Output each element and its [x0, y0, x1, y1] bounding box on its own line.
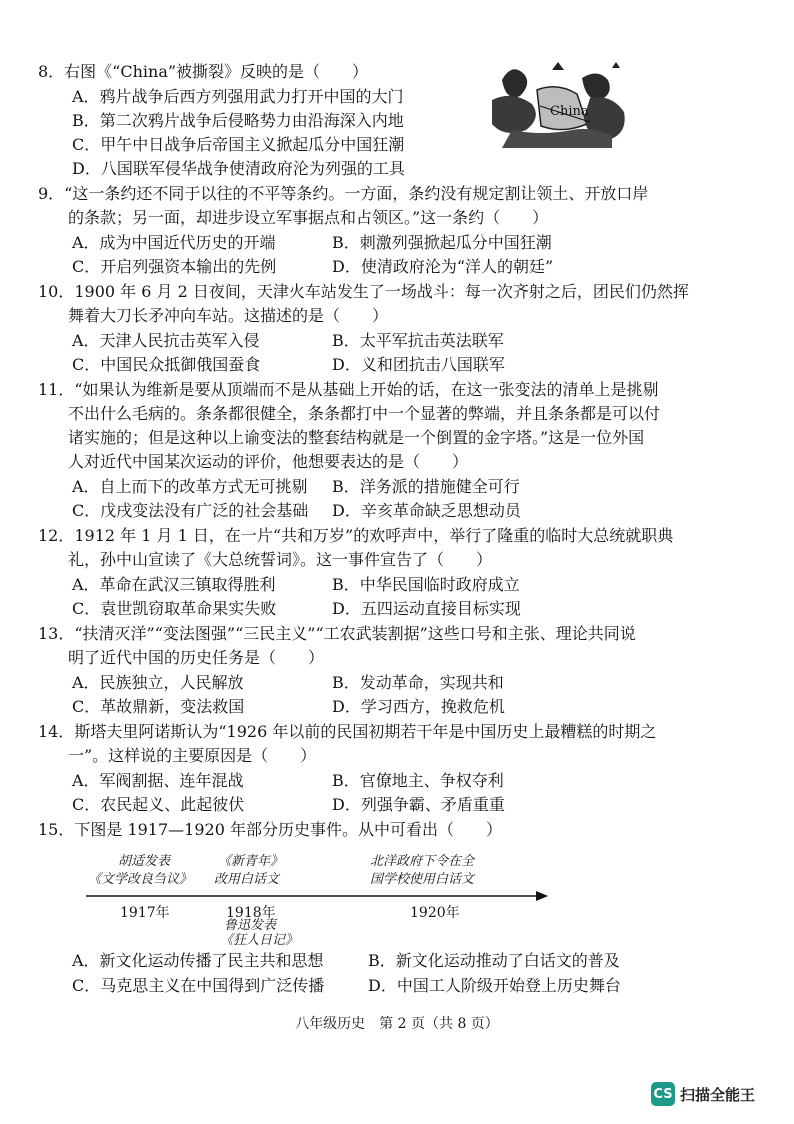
q13-option-b: B．发动革命，实现共和: [332, 673, 504, 692]
q11-option-c: C．戊戌变法没有广泛的社会基础: [72, 501, 309, 520]
china-torn-cartoon: [482, 60, 632, 152]
q13-option-a: A．民族独立，人民解放: [72, 673, 244, 692]
q14-option-a: A．军阀割据、连年混战: [72, 771, 244, 790]
q8-stem: 8．右图《“China”被撕裂》反映的是（ ）: [38, 62, 369, 81]
q14-stem-line1: 14．斯塔夫里阿诺斯认为“1926 年以前的民国初期若干年是中国历史上最糟糕的时期之: [38, 722, 657, 741]
q15-option-a: A．新文化运动传播了民主共和思想: [72, 951, 324, 970]
q10-option-b: B．太平军抗击英法联军: [332, 331, 504, 350]
q11-stem-line1: 11．“如果认为维新是要从顶端而不是从基础上开始的话，在这一张变法的清单上是挑剔: [38, 380, 659, 399]
q15-option-d: D．中国工人阶级开始登上历史舞台: [368, 976, 621, 995]
cartoon-china-label: China: [550, 104, 589, 119]
q11-option-a: A．自上而下的改革方式无可挑剔: [72, 477, 308, 496]
q12-stem-line2: 礼，孙中山宣读了《大总统誓词》。这一事件宣告了（ ）: [68, 550, 493, 569]
q15-option-b: B．新文化运动推动了白话文的普及: [368, 951, 620, 970]
q8-option-a: A．鸦片战争后西方列强用武力打开中国的大门: [72, 87, 404, 106]
q9-option-a: A．成为中国近代历史的开端: [72, 233, 276, 252]
q8-option-c: C．甲午中日战争后帝国主义掀起瓜分中国狂潮: [72, 135, 405, 154]
q15-stem: 15．下图是 1917—1920 年部分历史事件。从中可看出（ ）: [38, 820, 502, 839]
q12-stem-line1: 12．1912 年 1 月 1 日，在一片“共和万岁”的欢呼声中，举行了隆重的临时大总统就职典: [38, 526, 674, 545]
q11-option-b: B．洋务派的措施健全可行: [332, 477, 520, 496]
q10-option-a: A．天津人民抗击英军入侵: [72, 331, 260, 350]
q10-stem-line1: 10．1900 年 6 月 2 日夜间，天津火车站发生了一场战斗：每一次齐射之后，团民们仍然挥: [38, 282, 689, 301]
q12-option-a: A．革命在武汉三镇取得胜利: [72, 575, 276, 594]
q14-stem-line2: 一”。这样说的主要原因是（ ）: [68, 746, 317, 765]
q13-option-d: D．学习西方，挽救危机: [332, 697, 505, 716]
timeline-1917-1920: [80, 848, 550, 948]
timeline-event-beiyang-line1: 北洋政府下令在全: [370, 854, 475, 869]
page-footer: 八年级历史 第 2 页（共 8 页）: [295, 1016, 499, 1032]
camscanner-logo-icon: CS: [651, 1082, 675, 1106]
timeline-event-luxun-line1: 鲁迅发表: [224, 918, 277, 933]
timeline-year-1918: 1918年: [226, 905, 276, 921]
q13-stem-line2: 明了近代中国的历史任务是（ ）: [68, 648, 325, 667]
camscanner-watermark: [651, 1082, 755, 1106]
timeline-event-xinqingnian-line2: 改用白话文: [214, 872, 280, 887]
q14-option-b: B．官僚地主、争权夺利: [332, 771, 504, 790]
q14-option-c: C．农民起义、此起彼伏: [72, 795, 245, 814]
q11-stem-line3: 诸实施的；但是这种以上谕变法的整套结构就是一个倒置的金字塔。”这是一位外国: [68, 428, 645, 447]
q10-option-d: D．义和团抗击八国联军: [332, 355, 505, 374]
timeline-event-beiyang-line2: 国学校使用白话文: [370, 872, 475, 887]
timeline-event-hushi-line1: 胡适发表: [118, 854, 171, 869]
q11-stem-line2: 不出什么毛病的。条条都很健全，条条都打中一个显著的弊端，并且条条都是可以付: [68, 404, 661, 423]
timeline-year-1920: 1920年: [410, 905, 460, 921]
q9-option-d: D．使清政府沦为“洋人的朝廷”: [332, 257, 554, 276]
timeline-event-luxun-line2: 《狂人日记》: [220, 933, 299, 948]
q9-option-c: C．开启列强资本输出的先例: [72, 257, 277, 276]
q8-option-b: B．第二次鸦片战争后侵略势力由沿海深入内地: [72, 111, 404, 130]
timeline-year-1917: 1917年: [120, 905, 170, 921]
q12-option-b: B．中华民国临时政府成立: [332, 575, 520, 594]
q10-option-c: C．中国民众抵御俄国蚕食: [72, 355, 261, 374]
q8-option-d: D．八国联军侵华战争使清政府沦为列强的工具: [72, 159, 405, 178]
q13-stem-line1: 13．“扶清灭洋”“变法图强”“三民主义”“工农武装割据”这些口号和主张、理论共同说: [38, 624, 636, 643]
q11-option-d: D．辛亥革命缺乏思想动员: [332, 501, 521, 520]
timeline-event-xinqingnian-line1: 《新青年》: [218, 854, 284, 869]
q10-stem-line2: 舞着大刀长矛冲向车站。这描述的是（ ）: [68, 306, 389, 325]
q15-option-c: C．马克思主义在中国得到广泛传播: [72, 976, 325, 995]
q13-option-c: C．革故鼎新，变法救国: [72, 697, 245, 716]
timeline-event-hushi-line2: 《文学改良刍议》: [88, 872, 193, 887]
q11-stem-line4: 人对近代中国某次运动的评价，他想要表达的是（ ）: [68, 452, 469, 471]
q9-option-b: B．刺激列强掀起瓜分中国狂潮: [332, 233, 552, 252]
q9-stem-line1: 9．“这一条约还不同于以往的不平等条约。一方面，条约没有规定割让领土、开放口岸: [38, 184, 649, 203]
q12-option-d: D．五四运动直接目标实现: [332, 599, 521, 618]
q12-option-c: C．袁世凯窃取革命果实失败: [72, 599, 277, 618]
camscanner-name: 扫描全能王: [680, 1085, 756, 1104]
q14-option-d: D．列强争霸、矛盾重重: [332, 795, 505, 814]
q9-stem-line2: 的条款；另一面，却进步设立军事据点和占领区。”这一条约（ ）: [68, 208, 549, 227]
